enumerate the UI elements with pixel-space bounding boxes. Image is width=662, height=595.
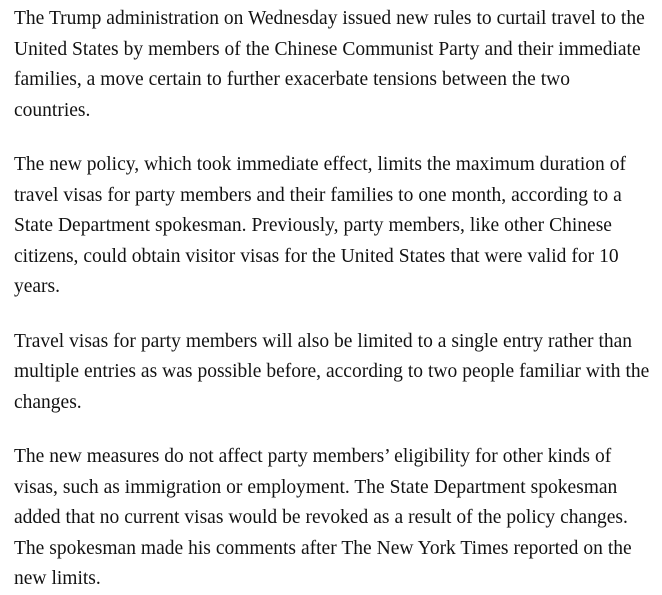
article-paragraph-1: The Trump administration on Wednesday issued new rules to curtail travel to the United States by members of the Chinese Communist Party and their immediate families, a move certain to further exacerbate tensions between the two countries. [14,8,645,121]
article-paragraph-2: The new policy, which took immediate effect, limits the maximum duration of travel visas for party members and their families to one month, according to a State Department spokesman. Previously, party members, like other Chinese citizens, could obtain visitor visas for the United States that were valid for 10 years. [14,154,626,297]
article-paragraph-3: Travel visas for party members will also be limited to a single entry rather than multiple entries as was possible before, according to two people familiar with the changes. [14,330,650,413]
article-paragraph-4: The new measures do not affect party members’ eligibility for other kinds of visas, such as immigration or employment. The State Department spokesman added that no current visas would be revoked as a result of the policy changes. The spokesman made his comments after The New York Times reported on the new limits. [14,446,632,589]
